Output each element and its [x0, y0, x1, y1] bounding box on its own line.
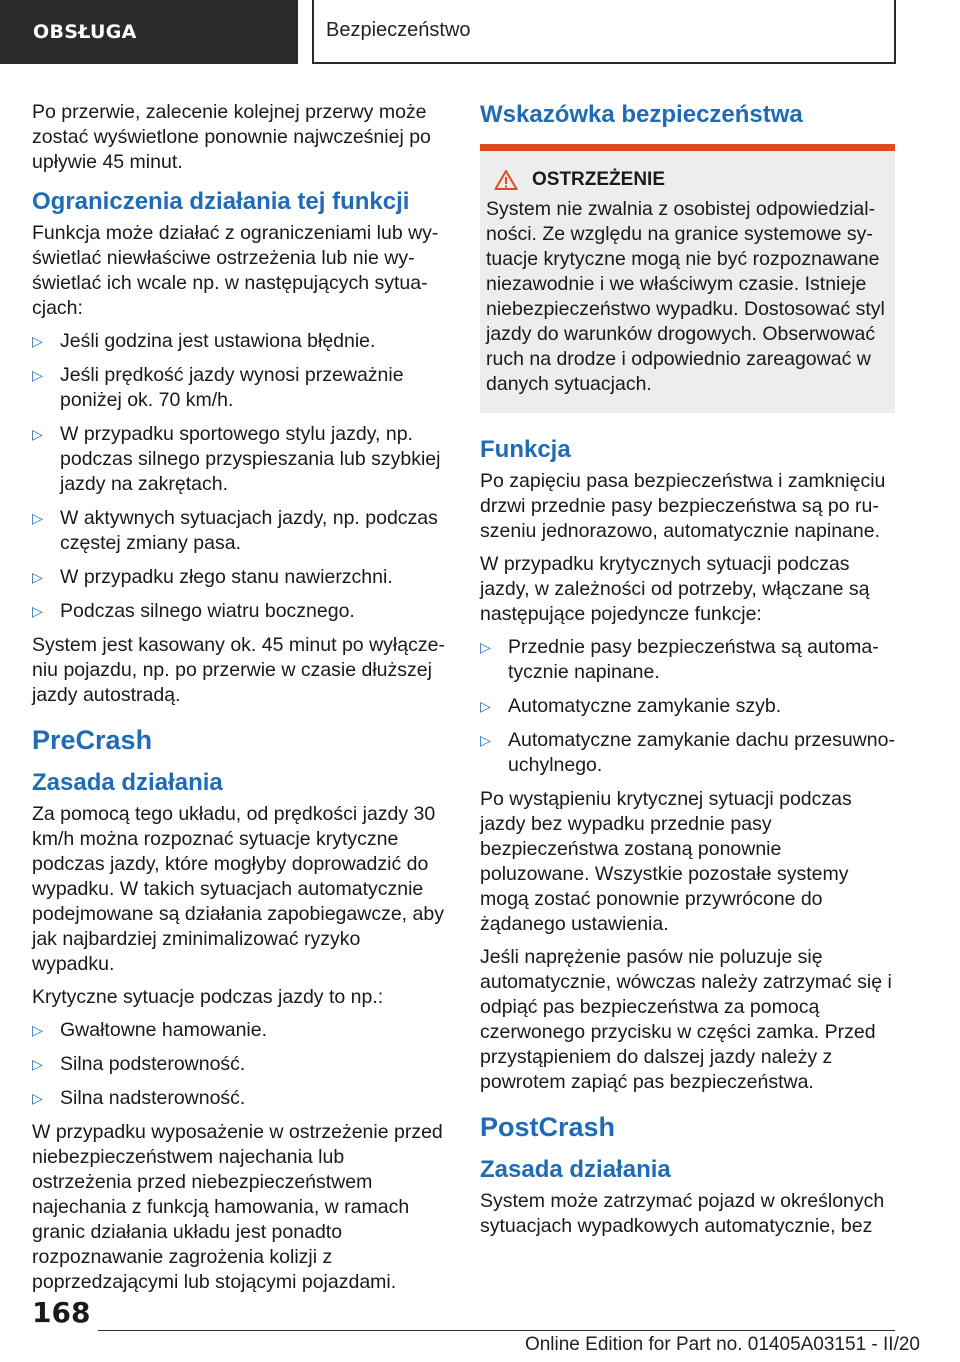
triangle-right-icon: ▷: [32, 569, 43, 585]
limits-heading: Ograniczenia działania tej funkcji: [32, 188, 410, 215]
list-item: ▷ Automatyczne zamykanie dachu przesuwno-uchylnego.: [480, 729, 895, 776]
principle-paragraph: Za pomocą tego układu, od prędkości jazdy 30 km/h można rozpoznać sytuacje krytyczne podczas jazdy, które mogłyby doprowadzić do wypadku. W takich sytuacjach automatycznie podejmowane są działania zapobiegawcze, aby jak najbardziej zminimalizować ryzyko wypadku.: [32, 803, 444, 975]
critical-paragraph: Krytyczne sytuacje podczas jazdy to np.:: [32, 986, 384, 1008]
limits-paragraph: Funkcja może działać z ograniczeniami lub wyświetlać niewłaściwe ostrzeżenia lub nie wyświetlać ich wcale np. w następujących sytuacjach:: [32, 222, 439, 319]
function-paragraph-3: Po wystąpieniu krytycznej sytuacji podczas jazdy bez wypadku przednie pasy bezpieczeństwa zostaną ponownie poluzowane. Wszystkie pozostałe systemy mogą zostać ponownie przywrócone do żądanego ustawienia.: [480, 788, 852, 935]
chapter-title: Bezpieczeństwo: [312, 0, 896, 64]
principle-paragraph-2: System może zatrzymać pojazd w określonych sytuacjach wypadkowych automatycznie, bez: [480, 1190, 885, 1237]
right-column: [480, 100, 895, 1247]
function-heading: Funkcja: [480, 436, 571, 463]
list-item: ▷ Podczas silnego wiatru bocznego.: [32, 600, 355, 622]
list-item: ▷ W przypadku sportowego stylu jazdy, np. podczas silnego przyspieszania lub szybkiej jazdy na zakrętach.: [32, 423, 441, 495]
warning-title-row: [486, 169, 889, 191]
left-column: [32, 100, 448, 1303]
principle-heading-2: Zasada działania: [480, 1156, 671, 1183]
triangle-right-icon: ▷: [32, 603, 43, 619]
page-number: 168: [32, 1296, 91, 1329]
list-item: ▷ W aktywnych sytuacjach jazdy, np. podczas częstej zmiany pasa.: [32, 507, 438, 554]
reset-paragraph: System jest kasowany ok. 45 minut po wyłączeniu pojazdu, np. po przerwie w czasie dłuższej jazdy autostradą.: [32, 634, 445, 706]
critical-list: [32, 1018, 448, 1111]
warning-title: OSTRZEŻENIE: [532, 169, 666, 190]
list-item: ▷ Silna podsterowność.: [32, 1053, 246, 1075]
function-paragraph-2: W przypadku krytycznych sytuacji podczas jazdy, w zależności od potrzeby, włączane są następujące pojedyncze funkcje:: [480, 553, 870, 625]
list-item: ▷ Automatyczne zamykanie szyb.: [480, 695, 782, 717]
triangle-right-icon: ▷: [480, 639, 491, 655]
triangle-right-icon: ▷: [32, 367, 43, 383]
triangle-right-icon: ▷: [32, 1090, 43, 1106]
function-list: [480, 635, 895, 778]
precrash-heading: PreCrash: [32, 725, 153, 755]
triangle-right-icon: ▷: [32, 1056, 43, 1072]
equipment-paragraph: W przypadku wyposażenie w ostrzeżenie przed niebezpieczeństwem najechania lub ostrzeżenia przed niebezpieczeństwem najechania z funkcją hamowania, w ramach granic działania układu jest ponadto rozpoznawanie zagrożenia kolizji z poprzedzającymi lub stojącymi pojazdami.: [32, 1121, 443, 1293]
list-item: ▷ Jeśli prędkość jazdy wynosi przeważnie poniżej ok. 70 km/h.: [32, 364, 404, 411]
edition-note: Online Edition for Part no. 01405A03151 - II/20: [524, 1334, 920, 1355]
warning-text: System nie zwalnia z osobistej odpowiedzialności. Ze względu na granice systemowe sytuacje krytyczne mogą nie być rozpoznawane niezawodnie i we właściwym czasie. Istnieje niebezpieczeństwo wypadku. Dostosować styl jazdy do warunków drogowych. Obserwować ruch na drodze i odpowiednio zareagować w danych sytuacjach.: [486, 198, 885, 395]
intro-paragraph: Po przerwie, zalecenie kolejnej przerwy może zostać wyświetlone ponownie najwcześniej po upływie 45 minut.: [32, 101, 431, 173]
warning-triangle-icon: [494, 169, 518, 191]
postcrash-heading: PostCrash: [480, 1112, 616, 1142]
footer-divider: [98, 1330, 895, 1331]
triangle-right-icon: ▷: [480, 732, 491, 748]
limits-list: [32, 329, 448, 624]
triangle-right-icon: ▷: [32, 426, 43, 442]
function-paragraph-4: Jeśli naprężenie pasów nie poluzuje się automatycznie, wówczas należy zatrzymać się i odpiąć pas bezpieczeństwa za pomocą czerwonego przycisku w części zamka. Przed przystąpieniem do dalszej jazdy należy z powrotem zapiąć pas bezpieczeństwa.: [480, 946, 892, 1093]
list-item: ▷ Silna nadsterowność.: [32, 1087, 246, 1109]
function-paragraph-1: Po zapięciu pasa bezpieczeństwa i zamknięciu drzwi przednie pasy bezpieczeństwa są po ruszeniu jednorazowo, automatycznie napinane.: [480, 470, 886, 542]
triangle-right-icon: ▷: [32, 510, 43, 526]
triangle-right-icon: ▷: [480, 698, 491, 714]
warning-box: [480, 144, 895, 413]
list-item: ▷ W przypadku złego stanu nawierzchni.: [32, 566, 393, 588]
triangle-right-icon: ▷: [32, 333, 43, 349]
list-item: ▷ Przednie pasy bezpieczeństwa są automatycznie napinane.: [480, 636, 879, 683]
list-item: ▷ Gwałtowne hamowanie.: [32, 1019, 268, 1041]
triangle-right-icon: ▷: [32, 1022, 43, 1038]
section-tab: OBSŁUGA: [0, 0, 298, 64]
principle-heading: Zasada działania: [32, 769, 223, 796]
safety-heading: Wskazówka bezpieczeństwa: [480, 101, 803, 128]
list-item: ▷ Jeśli godzina jest ustawiona błędnie.: [32, 330, 376, 352]
